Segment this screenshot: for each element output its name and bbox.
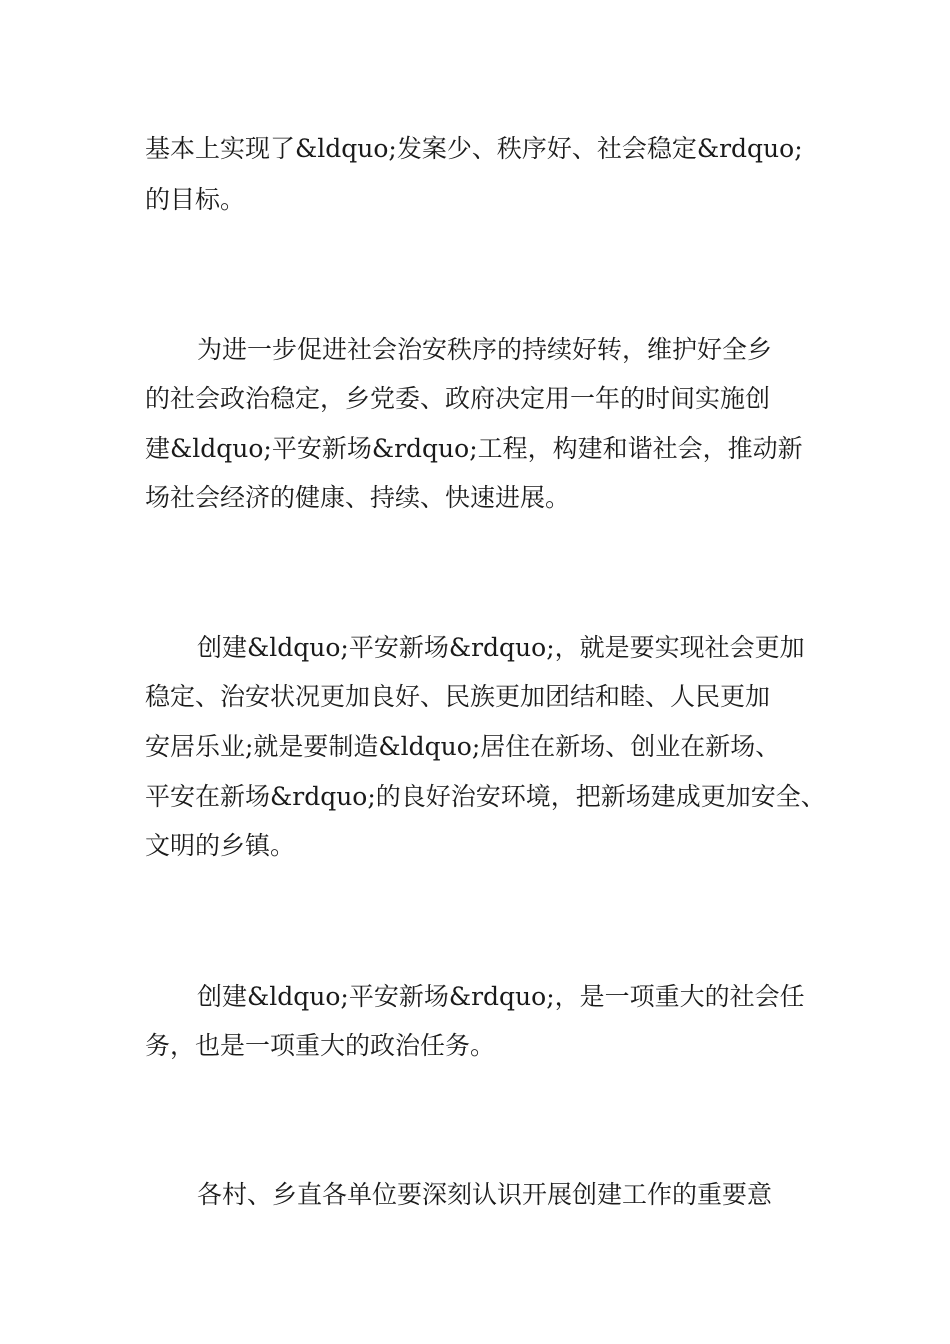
paragraph-3-line-5: 文明的乡镇。 xyxy=(145,831,296,860)
paragraph-2-line-1: 为进一步促进社会治安秩序的持续好转，维护好全乡 xyxy=(197,335,773,364)
paragraph-2-line-3: 建&ldquo;平安新场&rdquo;工程，构建和谐社会，推动新 xyxy=(145,434,803,463)
paragraph-4-line-1: 创建&ldquo;平安新场&rdquo;，是一项重大的社会任 xyxy=(197,982,805,1011)
paragraph-2-line-2: 的社会政治稳定，乡党委、政府决定用一年的时间实施创 xyxy=(145,384,771,413)
paragraph-2-line-4: 场社会经济的健康、持续、快速进展。 xyxy=(145,483,571,512)
paragraph-1-line-1: 基本上实现了&ldquo;发案少、秩序好、社会稳定&rdquo; xyxy=(145,134,803,163)
paragraph-3-line-3: 安居乐业;就是要制造&ldquo;居住在新场、创业在新场、 xyxy=(145,732,781,761)
paragraph-1-line-2: 的目标。 xyxy=(145,185,246,214)
paragraph-3-line-4: 平安在新场&rdquo;的良好治安环境，把新场建成更加安全、 xyxy=(145,782,826,811)
paragraph-4-line-2: 务，也是一项重大的政治任务。 xyxy=(145,1031,496,1060)
paragraph-3-line-1: 创建&ldquo;平安新场&rdquo;，就是要实现社会更加 xyxy=(197,633,805,662)
paragraph-5-line-1: 各村、乡直各单位要深刻认识开展创建工作的重要意 xyxy=(197,1180,773,1209)
paragraph-3-line-2: 稳定、治安状况更加良好、民族更加团结和睦、人民更加 xyxy=(145,682,771,711)
